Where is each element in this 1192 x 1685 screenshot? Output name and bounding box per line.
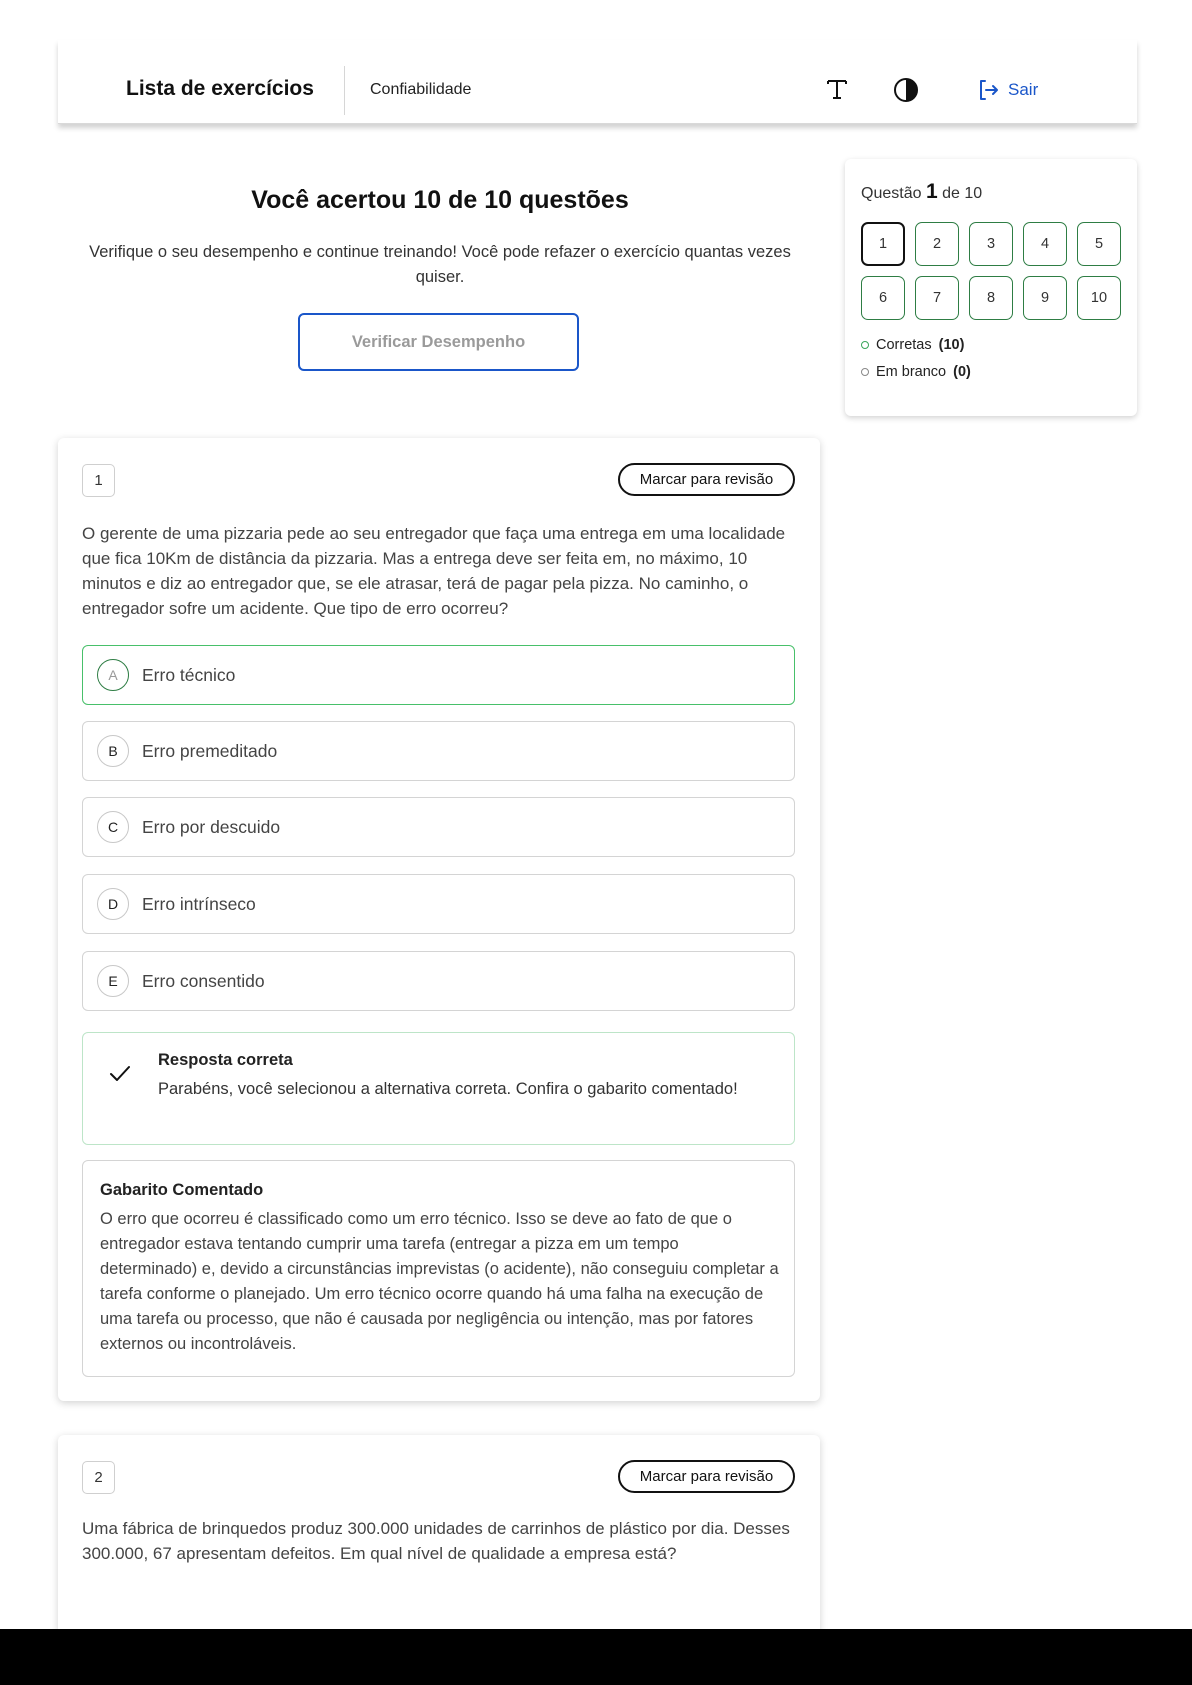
nav-question-button[interactable]: 9 — [1023, 276, 1067, 320]
check-icon — [109, 1063, 131, 1085]
mark-review-button[interactable]: Marcar para revisão — [618, 463, 795, 496]
option-letter: E — [97, 965, 129, 997]
legend-correct-count: (10) — [938, 337, 965, 353]
legend-blank-count: (0) — [953, 364, 971, 380]
question-text: Uma fábrica de brinquedos produz 300.000 unidades de carrinhos de plástico por dia. Desses 300.000, 67 apresentam defeitos. Em qual nível de qualidade a empresa está? — [82, 1519, 790, 1563]
result-title: Você acertou 10 de 10 questões — [251, 186, 629, 214]
option-text: Erro consentido — [142, 970, 265, 991]
option-letter: D — [97, 888, 129, 920]
header-divider — [344, 66, 345, 115]
nav-question-button[interactable]: 1 — [861, 222, 905, 266]
nav-question-button[interactable]: 6 — [861, 276, 905, 320]
nav-question-button[interactable]: 5 — [1077, 222, 1121, 266]
question-card — [58, 1435, 820, 1635]
option-letter: B — [97, 735, 129, 767]
logout-button[interactable] — [976, 76, 1038, 104]
nav-question-button[interactable]: 2 — [915, 222, 959, 266]
navigator-header — [861, 180, 982, 204]
legend-blank-label: Em branco — [876, 364, 947, 380]
app-title: Lista de exercícios — [126, 77, 314, 100]
nav-question-button[interactable]: 7 — [915, 276, 959, 320]
logout-label: Sair — [1008, 80, 1039, 99]
nav-question-button[interactable]: 4 — [1023, 222, 1067, 266]
legend-correct — [861, 337, 964, 353]
top-header — [58, 40, 1137, 124]
option-e[interactable] — [82, 951, 795, 1011]
correct-answer-feedback — [82, 1032, 795, 1145]
blank-dot-icon — [861, 368, 869, 376]
question-card — [58, 438, 820, 1401]
commented-answer-title: Gabarito Comentado — [100, 1181, 264, 1199]
question-navigator — [845, 159, 1137, 416]
legend-correct-label: Corretas — [876, 337, 932, 353]
option-text: Erro por descuido — [142, 816, 281, 837]
mark-review-button[interactable]: Marcar para revisão — [618, 1460, 795, 1493]
navigator-current: 1 — [925, 180, 938, 203]
result-description: Verifique o seu desempenho e continue treinando! Você pode refazer o exercício quantas vezes quiser. — [89, 243, 791, 286]
commented-answer-text: O erro que ocorreu é classificado como um erro técnico. Isso se deve ao fato de que o entregador estava tentando cumprir uma tarefa (entregar a pizza em um tempo determinado) e, devido a circunstâncias imprevistas (o acidente), não conseguiu completar a tarefa conforme o planejado. Um erro técnico ocorre quando há uma falha na execução de uma tarefa ou processo, que não é causada por negligência ou intenção, mas por fatores externos ou incontroláveis. — [100, 1210, 779, 1353]
option-text: Erro técnico — [142, 664, 236, 685]
commented-answer — [82, 1160, 795, 1377]
feedback-title: Resposta correta — [158, 1051, 293, 1069]
option-text: Erro premeditado — [142, 740, 278, 761]
nav-question-button[interactable]: 10 — [1077, 276, 1121, 320]
bottom-edge — [0, 1629, 1192, 1685]
option-letter: A — [97, 659, 129, 691]
contrast-icon[interactable] — [891, 75, 921, 105]
option-a[interactable] — [82, 645, 795, 705]
nav-question-button[interactable]: 8 — [969, 276, 1013, 320]
correct-dot-icon — [861, 341, 869, 349]
option-text: Erro intrínseco — [142, 893, 256, 914]
option-c[interactable] — [82, 797, 795, 857]
logout-icon — [976, 78, 1000, 102]
option-letter: C — [97, 811, 129, 843]
question-text: O gerente de uma pizzaria pede ao seu entregador que faça uma entrega em uma localidade que fica 10Km de distância da pizzaria. Mas a entrega deve ser feita em, no máximo, 10 minutos e diz ao entregador que, se ele atrasar, terá de pagar pela pizza. No caminho, o entregador sofre um acidente. Que tipo de erro ocorreu? — [82, 524, 786, 618]
legend-blank — [861, 364, 971, 380]
option-d[interactable] — [82, 874, 795, 934]
navigator-suffix: de 10 — [942, 185, 983, 202]
font-size-icon[interactable] — [822, 74, 852, 104]
question-number: 1 — [82, 464, 115, 497]
subject-title: Confiabilidade — [370, 81, 472, 98]
question-number: 2 — [82, 1461, 115, 1494]
navigator-grid — [861, 222, 1121, 320]
option-b[interactable] — [82, 721, 795, 781]
feedback-text: Parabéns, você selecionou a alternativa correta. Confira o gabarito comentado! — [158, 1080, 738, 1098]
nav-question-button[interactable]: 3 — [969, 222, 1013, 266]
navigator-prefix: Questão — [861, 185, 922, 202]
verify-performance-button[interactable]: Verificar Desempenho — [298, 313, 579, 371]
